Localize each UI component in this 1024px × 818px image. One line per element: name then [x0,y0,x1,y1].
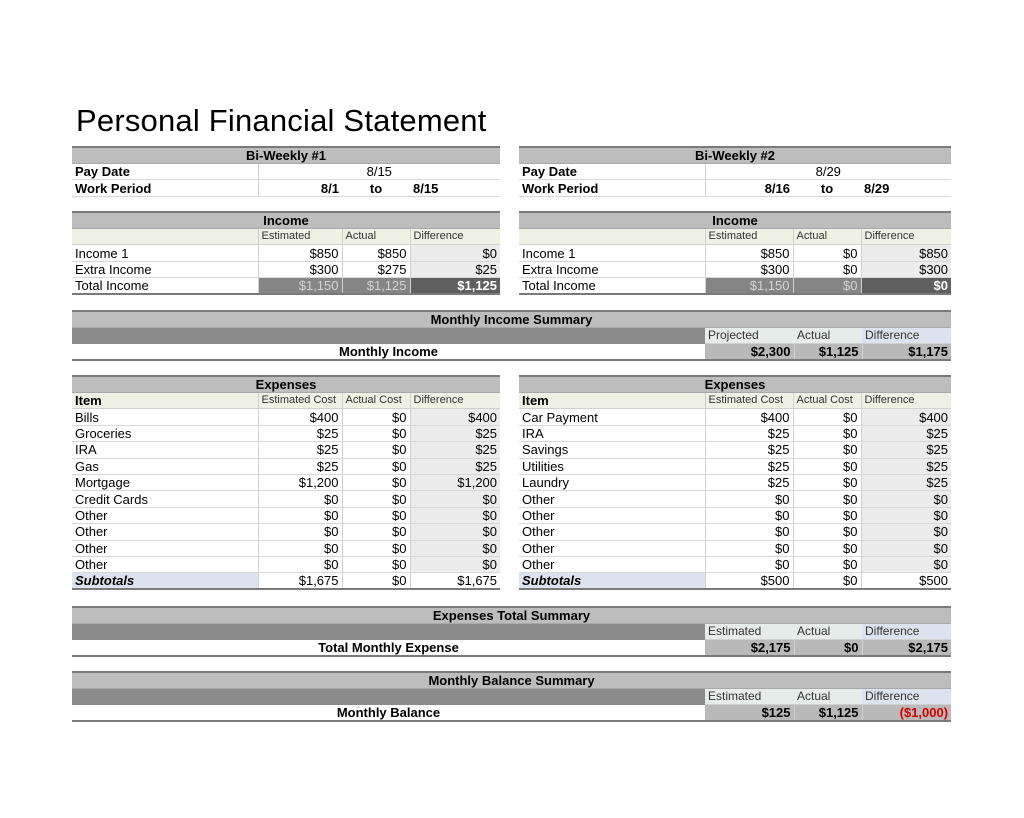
expense-estimated[interactable]: $25 [258,458,342,474]
pay-date-value[interactable]: 8/15 [258,164,500,180]
subtotal-estimated: $500 [705,573,793,590]
income-table-2 [519,211,951,295]
expense-difference: $0 [861,524,951,540]
total-difference: $1,125 [410,278,500,295]
expense-item: Other [72,507,258,523]
expense-item: Other [519,507,705,523]
income-header: Income [72,212,500,229]
summary-bar [72,624,705,640]
col-estimated: Estimated [258,229,342,245]
total-expense-actual: $0 [794,640,862,657]
total-actual: $0 [793,278,861,295]
col-difference: Difference [861,393,951,409]
expense-estimated[interactable]: $0 [258,507,342,523]
expense-estimated[interactable]: $400 [705,409,793,425]
expense-estimated[interactable]: $1,200 [258,474,342,490]
pay-date-value[interactable]: 8/29 [705,164,951,180]
income-label: Extra Income [72,261,258,277]
expenses-header: Expenses [519,376,951,393]
period-to[interactable]: 8/29 [861,180,951,196]
table-row [72,261,500,277]
expense-estimated[interactable]: $25 [258,425,342,441]
total-estimated: $1,150 [258,278,342,295]
col-estimated: Estimated [705,624,794,640]
expense-item: IRA [72,442,258,458]
total-income-label: Total Income [72,278,258,295]
expense-estimated[interactable]: $25 [705,458,793,474]
expense-actual[interactable]: $0 [793,458,861,474]
expense-actual[interactable]: $0 [342,425,410,441]
expenses-table-2 [519,375,951,590]
income-actual[interactable]: $275 [342,261,410,277]
table-row [519,458,951,474]
col-difference: Difference [861,229,951,245]
expense-actual[interactable]: $0 [793,507,861,523]
expense-actual[interactable]: $0 [793,524,861,540]
expense-estimated[interactable]: $0 [705,524,793,540]
subtotal-actual: $0 [793,573,861,590]
income-estimated[interactable]: $300 [705,261,793,277]
total-row [72,278,500,295]
subtotals-label: Subtotals [519,573,705,590]
expense-difference: $0 [410,491,500,507]
income-difference: $850 [861,245,951,261]
biweekly-header: Bi-Weekly #1 [72,147,500,164]
col-difference: Difference [410,393,500,409]
expense-difference: $0 [861,491,951,507]
expense-difference: $0 [410,556,500,572]
table-row [72,474,500,490]
expense-difference: $25 [861,425,951,441]
expense-estimated[interactable]: $0 [258,540,342,556]
income-actual[interactable]: $850 [342,245,410,261]
work-period-label: Work Period [519,180,705,196]
expense-actual[interactable]: $0 [342,556,410,572]
expense-estimated[interactable]: $400 [258,409,342,425]
expense-estimated[interactable]: $0 [705,540,793,556]
table-row [519,524,951,540]
col-actual-cost: Actual Cost [793,393,861,409]
expense-estimated[interactable]: $0 [705,491,793,507]
col-actual: Actual [794,624,862,640]
monthly-income-summary [72,310,951,361]
total-monthly-expense-label: Total Monthly Expense [72,640,705,657]
table-row [72,491,500,507]
col-estimated-cost: Estimated Cost [258,393,342,409]
monthly-income-difference: $1,175 [862,344,951,361]
total-estimated: $1,150 [705,278,793,295]
col-actual: Actual [794,328,862,344]
expense-actual[interactable]: $0 [793,556,861,572]
summary-header: Expenses Total Summary [72,607,951,624]
col-estimated-cost: Estimated Cost [705,393,793,409]
table-row [519,507,951,523]
col-actual: Actual [794,689,862,705]
expense-difference: $25 [861,458,951,474]
subtotal-difference: $500 [861,573,951,590]
table-row [72,524,500,540]
blank-cell [519,229,705,245]
income-difference: $300 [861,261,951,277]
table-row [72,540,500,556]
expense-item: Other [72,540,258,556]
table-row [519,556,951,572]
subtotal-row [519,573,951,590]
income-difference: $25 [410,261,500,277]
income-difference: $0 [410,245,500,261]
expense-estimated[interactable]: $0 [258,556,342,572]
col-estimated: Estimated [705,689,794,705]
expense-item: Utilities [519,458,705,474]
col-difference: Difference [862,689,951,705]
monthly-balance-summary [72,671,951,722]
expense-item: Mortgage [72,474,258,490]
expense-item: Other [72,524,258,540]
pay-date-label: Pay Date [519,164,705,180]
expense-difference: $400 [410,409,500,425]
col-estimated: Estimated [705,229,793,245]
period-to-label: to [793,180,861,196]
col-item: Item [519,393,705,409]
total-expense-estimated: $2,175 [705,640,794,657]
table-row [72,409,500,425]
expense-actual[interactable]: $0 [342,409,410,425]
table-row [72,556,500,572]
expense-actual[interactable]: $0 [793,491,861,507]
table-row [519,425,951,441]
summary-header: Monthly Income Summary [72,311,951,328]
expense-actual[interactable]: $0 [342,524,410,540]
expense-item: Credit Cards [72,491,258,507]
pay-date-label: Pay Date [72,164,258,180]
col-actual: Actual [793,229,861,245]
work-period-label: Work Period [72,180,258,196]
col-actual: Actual [342,229,410,245]
expense-difference: $0 [861,556,951,572]
col-projected: Projected [705,328,794,344]
summary-bar [72,689,705,705]
expense-estimated[interactable]: $25 [705,425,793,441]
expense-actual[interactable]: $0 [342,491,410,507]
total-expense-difference: $2,175 [862,640,951,657]
table-row [72,458,500,474]
expense-item: Other [519,556,705,572]
expense-difference: $25 [410,458,500,474]
expense-actual[interactable]: $0 [793,540,861,556]
expense-difference: $25 [410,425,500,441]
col-difference: Difference [862,624,951,640]
period-from[interactable]: 8/1 [258,180,342,196]
balance-estimated: $125 [705,705,794,722]
expense-actual[interactable]: $0 [793,474,861,490]
expense-estimated[interactable]: $25 [705,442,793,458]
table-row [519,261,951,277]
expense-estimated[interactable]: $25 [258,442,342,458]
expense-item: Groceries [72,425,258,441]
table-row [519,409,951,425]
income-actual[interactable]: $0 [793,245,861,261]
income-estimated[interactable]: $850 [258,245,342,261]
table-row [519,474,951,490]
expense-difference: $0 [861,507,951,523]
total-income-label: Total Income [519,278,705,295]
monthly-balance-label: Monthly Balance [72,705,705,722]
expense-actual[interactable]: $0 [342,458,410,474]
biweekly-1-header-block [72,146,500,197]
expense-actual[interactable]: $0 [342,442,410,458]
blank-cell [72,229,258,245]
expense-actual[interactable]: $0 [342,540,410,556]
expense-estimated[interactable]: $0 [705,507,793,523]
period-from[interactable]: 8/16 [705,180,793,196]
expense-estimated[interactable]: $25 [705,474,793,490]
balance-actual: $1,125 [794,705,862,722]
expense-difference: $25 [410,442,500,458]
expense-difference: $0 [410,507,500,523]
expense-difference: $1,200 [410,474,500,490]
expense-item: Laundry [519,474,705,490]
income-label: Income 1 [519,245,705,261]
expense-difference: $400 [861,409,951,425]
table-row [519,442,951,458]
table-row [72,442,500,458]
expense-difference: $0 [410,524,500,540]
page-title: Personal Financial Statement [76,103,487,138]
monthly-income-actual: $1,125 [794,344,862,361]
expense-item: IRA [519,425,705,441]
total-difference: $0 [861,278,951,295]
summary-header: Monthly Balance Summary [72,672,951,689]
income-estimated[interactable]: $300 [258,261,342,277]
monthly-income-projected: $2,300 [705,344,794,361]
expense-difference: $25 [861,474,951,490]
expense-estimated[interactable]: $0 [258,491,342,507]
expense-item: Other [519,524,705,540]
subtotal-row [72,573,500,590]
table-row [519,540,951,556]
expenses-total-summary [72,606,951,657]
table-row [519,491,951,507]
expense-item: Other [519,491,705,507]
expense-actual[interactable]: $0 [342,474,410,490]
expense-item: Savings [519,442,705,458]
expense-actual[interactable]: $0 [342,507,410,523]
expense-difference: $0 [410,540,500,556]
total-actual: $1,125 [342,278,410,295]
expense-item: Bills [72,409,258,425]
expense-actual[interactable]: $0 [793,442,861,458]
col-actual-cost: Actual Cost [342,393,410,409]
expense-difference: $0 [861,540,951,556]
subtotal-actual: $0 [342,573,410,590]
summary-bar [72,328,705,344]
expenses-table-1 [72,375,500,590]
expense-estimated[interactable]: $0 [258,524,342,540]
table-row [72,425,500,441]
income-estimated[interactable]: $850 [705,245,793,261]
col-difference: Difference [410,229,500,245]
income-actual[interactable]: $0 [793,261,861,277]
expense-actual[interactable]: $0 [793,409,861,425]
expense-item: Other [519,540,705,556]
monthly-income-label: Monthly Income [72,344,705,361]
period-to-label: to [342,180,410,196]
expense-estimated[interactable]: $0 [705,556,793,572]
income-label: Extra Income [519,261,705,277]
income-table-1 [72,211,500,295]
expense-item: Other [72,556,258,572]
subtotal-difference: $1,675 [410,573,500,590]
table-row [72,507,500,523]
subtotals-label: Subtotals [72,573,258,590]
total-row [519,278,951,295]
subtotal-estimated: $1,675 [258,573,342,590]
table-row [72,245,500,261]
income-label: Income 1 [72,245,258,261]
expense-item: Gas [72,458,258,474]
expense-actual[interactable]: $0 [793,425,861,441]
expenses-header: Expenses [72,376,500,393]
expense-difference: $25 [861,442,951,458]
col-item: Item [72,393,258,409]
table-row [519,245,951,261]
biweekly-header: Bi-Weekly #2 [519,147,951,164]
income-header: Income [519,212,951,229]
period-to[interactable]: 8/15 [410,180,500,196]
expense-item: Car Payment [519,409,705,425]
balance-difference: ($1,000) [862,705,951,722]
col-difference: Difference [862,328,951,344]
biweekly-2-header-block [519,146,951,197]
